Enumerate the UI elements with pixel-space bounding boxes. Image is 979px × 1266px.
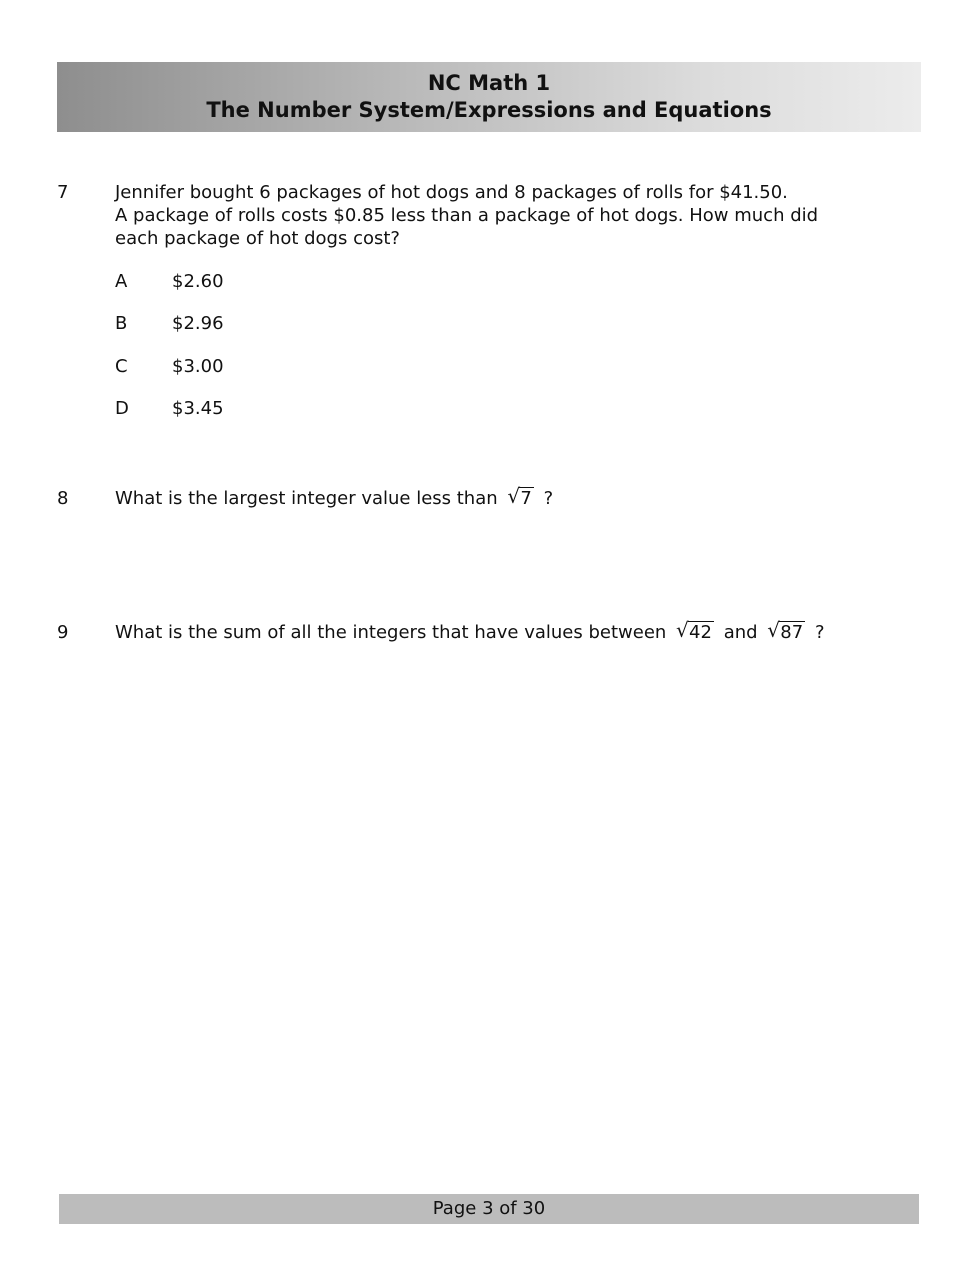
choice-letter: B [115, 313, 128, 334]
choice-c[interactable] [115, 355, 415, 378]
radicand: 7 [520, 488, 532, 509]
choice-b[interactable] [115, 312, 415, 335]
question-text-line: Jennifer bought 6 packages of hot dogs and 8 packages of rolls for $41.50. [115, 182, 788, 203]
square-root [676, 618, 714, 644]
question-number: 9 [57, 622, 69, 643]
question-text-line: each package of hot dogs cost? [115, 228, 400, 249]
choice-letter: A [115, 271, 128, 292]
choice-d[interactable] [115, 397, 415, 420]
choice-value: $3.45 [172, 398, 224, 419]
radical-sign-icon: √ [767, 618, 781, 642]
choice-letter: D [115, 398, 129, 419]
choice-value: $2.60 [172, 271, 224, 292]
page-footer [59, 1194, 919, 1224]
page-number: Page 3 of 30 [432, 1198, 546, 1219]
choice-letter: C [115, 356, 128, 377]
question-text-after: ? [814, 622, 825, 643]
question-number: 8 [57, 488, 69, 509]
choice-value: $3.00 [172, 356, 224, 377]
question-text-before: What is the sum of all the integers that have values between [115, 622, 667, 643]
radical-sign-icon: √ [676, 618, 689, 642]
question-number: 7 [57, 182, 69, 203]
radical-sign-icon: √ [507, 484, 521, 508]
course-title: NC Math 1 [427, 71, 551, 95]
page-header [57, 62, 921, 132]
choice-a[interactable] [115, 270, 415, 293]
question-text-line: A package of rolls costs $0.85 less than a package of hot dogs. How much did [115, 205, 819, 226]
choice-value: $2.96 [172, 313, 224, 334]
unit-title: The Number System/Expressions and Equations [206, 98, 772, 122]
question-text-after: ? [543, 488, 554, 509]
question-text-middle: and [723, 622, 758, 643]
radicand: 87 [780, 622, 804, 643]
question-text [115, 181, 915, 250]
radicand: 42 [689, 622, 712, 643]
square-root [507, 484, 533, 510]
question-text-before: What is the largest integer value less than [115, 488, 498, 509]
question-text [115, 618, 915, 644]
question-text [115, 484, 915, 510]
square-root [767, 618, 805, 644]
